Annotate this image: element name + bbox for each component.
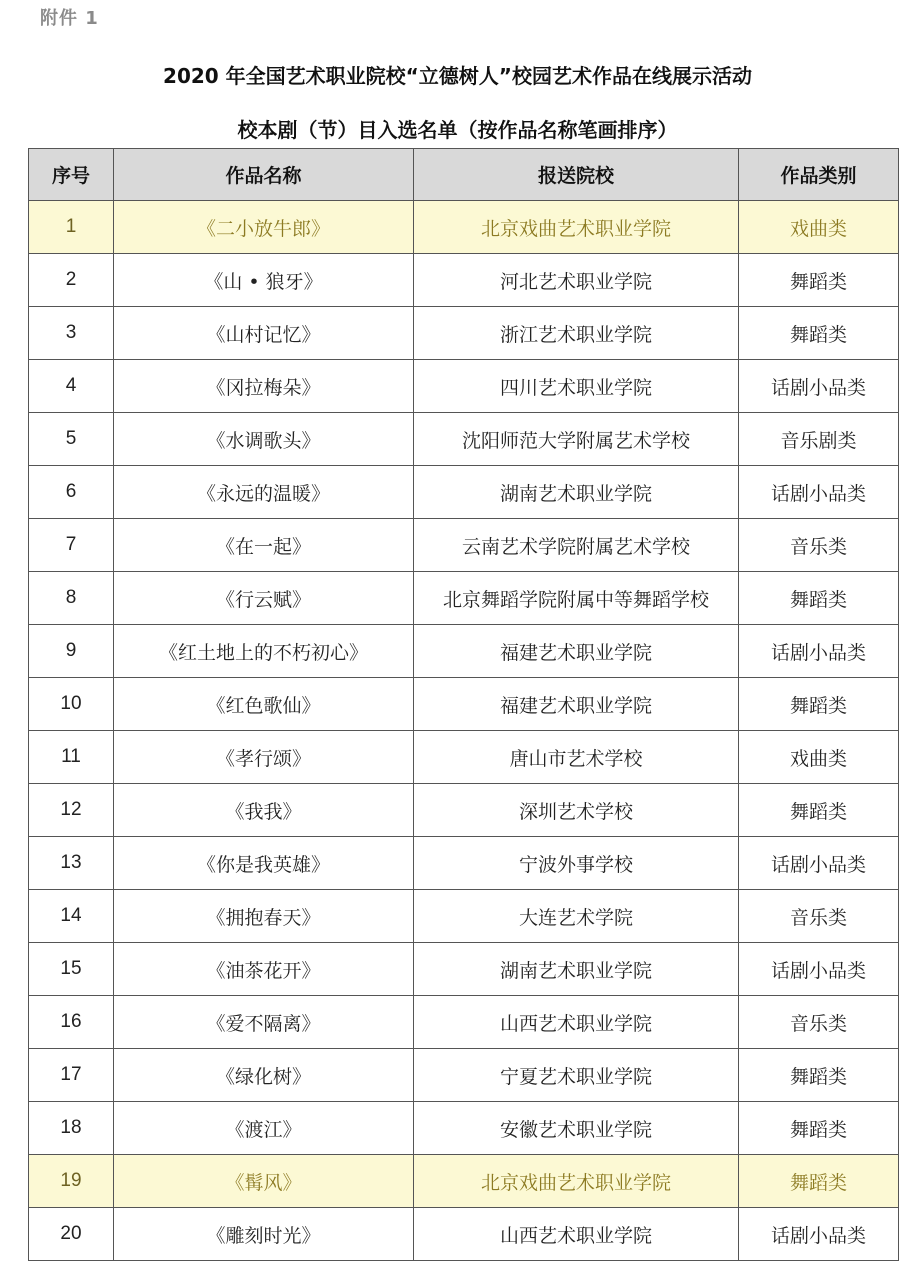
- document-title: 2020 年全国艺术职业院校“立德树人”校园艺术作品在线展示活动: [163, 64, 752, 88]
- cell-work-name: 《永远的温暖》: [114, 466, 414, 519]
- cell-work-name: 《渡江》: [114, 1102, 414, 1155]
- table-row: [29, 890, 899, 943]
- cell-work-name: 《雕刻时光》: [114, 1208, 414, 1261]
- cell-number: 12: [29, 784, 114, 837]
- table-row: [29, 307, 899, 360]
- table-row: [29, 784, 899, 837]
- table-row: [29, 519, 899, 572]
- cell-category: 舞蹈类: [739, 1155, 899, 1208]
- table-row: [29, 996, 899, 1049]
- cell-work-name: 《水调歌头》: [114, 413, 414, 466]
- cell-school: 云南艺术学院附属艺术学校: [414, 519, 739, 572]
- cell-school: 宁夏艺术职业学院: [414, 1049, 739, 1102]
- cell-number: 8: [29, 572, 114, 625]
- header-school: 报送院校: [414, 149, 739, 201]
- cell-number: 16: [29, 996, 114, 1049]
- cell-school: 四川艺术职业学院: [414, 360, 739, 413]
- cell-category: 舞蹈类: [739, 307, 899, 360]
- cell-school: 深圳艺术学校: [414, 784, 739, 837]
- cell-category: 舞蹈类: [739, 572, 899, 625]
- table-row: [29, 1208, 899, 1261]
- cell-school: 北京戏曲艺术职业学院: [414, 201, 739, 254]
- cell-work-name: 《爱不隔离》: [114, 996, 414, 1049]
- cell-number: 19: [29, 1155, 114, 1208]
- cell-number: 18: [29, 1102, 114, 1155]
- cell-category: 话剧小品类: [739, 360, 899, 413]
- cell-school: 沈阳师范大学附属艺术学校: [414, 413, 739, 466]
- cell-school: 湖南艺术职业学院: [414, 943, 739, 996]
- cell-work-name: 《髯风》: [114, 1155, 414, 1208]
- cell-number: 17: [29, 1049, 114, 1102]
- table-row: [29, 201, 899, 254]
- cell-category: 话剧小品类: [739, 466, 899, 519]
- cell-work-name: 《孝行颂》: [114, 731, 414, 784]
- cell-category: 舞蹈类: [739, 1049, 899, 1102]
- cell-school: 北京戏曲艺术职业学院: [414, 1155, 739, 1208]
- table-row: [29, 625, 899, 678]
- header-category: 作品类别: [739, 149, 899, 201]
- cell-work-name: 《山村记忆》: [114, 307, 414, 360]
- header-number: 序号: [29, 149, 114, 201]
- cell-category: 话剧小品类: [739, 943, 899, 996]
- cell-number: 15: [29, 943, 114, 996]
- cell-work-name: 《在一起》: [114, 519, 414, 572]
- cell-category: 音乐类: [739, 996, 899, 1049]
- cell-work-name: 《绿化树》: [114, 1049, 414, 1102]
- table-row: [29, 466, 899, 519]
- cell-category: 音乐类: [739, 519, 899, 572]
- cell-work-name: 《红土地上的不朽初心》: [114, 625, 414, 678]
- table-body: [29, 201, 899, 1261]
- table-header: [29, 149, 899, 201]
- cell-work-name: 《红色歌仙》: [114, 678, 414, 731]
- cell-number: 1: [29, 201, 114, 254]
- cell-school: 福建艺术职业学院: [414, 625, 739, 678]
- cell-school: 北京舞蹈学院附属中等舞蹈学校: [414, 572, 739, 625]
- cell-school: 山西艺术职业学院: [414, 1208, 739, 1261]
- table-row: [29, 943, 899, 996]
- cell-category: 话剧小品类: [739, 1208, 899, 1261]
- cell-category: 话剧小品类: [739, 625, 899, 678]
- cell-work-name: 《行云赋》: [114, 572, 414, 625]
- cell-category: 音乐剧类: [739, 413, 899, 466]
- cell-category: 舞蹈类: [739, 784, 899, 837]
- cell-work-name: 《二小放牛郎》: [114, 201, 414, 254]
- cell-number: 4: [29, 360, 114, 413]
- cell-work-name: 《你是我英雄》: [114, 837, 414, 890]
- cell-school: 安徽艺术职业学院: [414, 1102, 739, 1155]
- cell-number: 13: [29, 837, 114, 890]
- cell-school: 湖南艺术职业学院: [414, 466, 739, 519]
- cell-work-name: 《拥抱春天》: [114, 890, 414, 943]
- cell-work-name: 《我我》: [114, 784, 414, 837]
- table-row: [29, 413, 899, 466]
- cell-number: 6: [29, 466, 114, 519]
- header-work-name: 作品名称: [114, 149, 414, 201]
- cell-school: 福建艺术职业学院: [414, 678, 739, 731]
- selection-table: [28, 148, 899, 1261]
- cell-number: 20: [29, 1208, 114, 1261]
- cell-category: 音乐类: [739, 890, 899, 943]
- attachment-label: 附件 1: [40, 8, 99, 29]
- cell-number: 7: [29, 519, 114, 572]
- cell-number: 5: [29, 413, 114, 466]
- cell-number: 2: [29, 254, 114, 307]
- cell-category: 话剧小品类: [739, 837, 899, 890]
- cell-work-name: 《山 • 狼牙》: [114, 254, 414, 307]
- table-row: [29, 572, 899, 625]
- table-row: [29, 1102, 899, 1155]
- cell-school: 河北艺术职业学院: [414, 254, 739, 307]
- cell-category: 舞蹈类: [739, 678, 899, 731]
- cell-school: 宁波外事学校: [414, 837, 739, 890]
- table-row: [29, 1155, 899, 1208]
- cell-number: 11: [29, 731, 114, 784]
- cell-school: 浙江艺术职业学院: [414, 307, 739, 360]
- cell-school: 大连艺术学院: [414, 890, 739, 943]
- cell-work-name: 《油茶花开》: [114, 943, 414, 996]
- cell-category: 舞蹈类: [739, 1102, 899, 1155]
- cell-number: 10: [29, 678, 114, 731]
- header-row: [29, 149, 899, 201]
- cell-category: 戏曲类: [739, 201, 899, 254]
- table-row: [29, 254, 899, 307]
- cell-school: 唐山市艺术学校: [414, 731, 739, 784]
- cell-work-name: 《冈拉梅朵》: [114, 360, 414, 413]
- table-row: [29, 678, 899, 731]
- cell-school: 山西艺术职业学院: [414, 996, 739, 1049]
- table-row: [29, 837, 899, 890]
- table-row: [29, 731, 899, 784]
- table-row: [29, 360, 899, 413]
- cell-category: 戏曲类: [739, 731, 899, 784]
- document-subtitle: 校本剧（节）目入选名单（按作品名称笔画排序）: [237, 118, 678, 142]
- cell-number: 14: [29, 890, 114, 943]
- cell-category: 舞蹈类: [739, 254, 899, 307]
- cell-number: 9: [29, 625, 114, 678]
- cell-number: 3: [29, 307, 114, 360]
- table-row: [29, 1049, 899, 1102]
